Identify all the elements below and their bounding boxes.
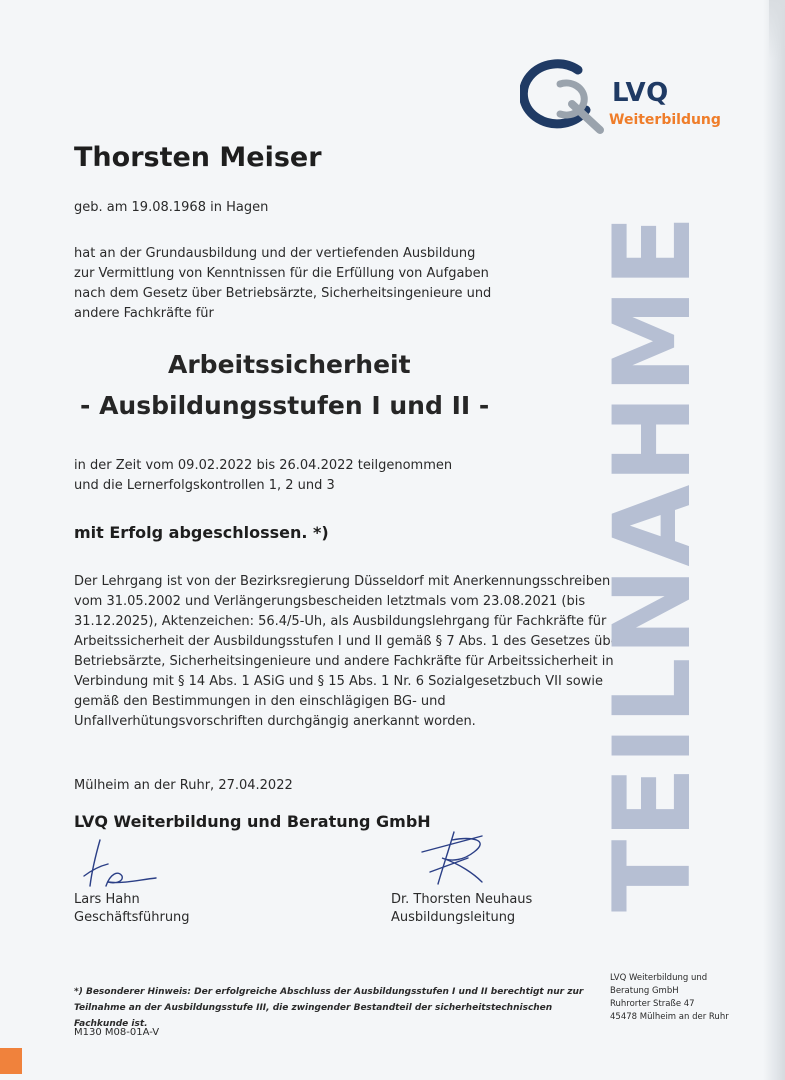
signer-name-right: Dr. Thorsten Neuhaus [391, 892, 533, 907]
lvq-logo [520, 56, 721, 136]
footnote-line: Teilnahme an der Ausbildungsstufe III, die zwingender Bestandteil der sicherheitstechnischen Fachkunde ist. [74, 1003, 553, 1029]
footnote [74, 984, 594, 1032]
address-line: 45478 Mülheim an der Ruhr [610, 1012, 729, 1022]
page-edge [763, 0, 785, 1080]
address-line: Beratung GmbH [610, 986, 679, 996]
body-line: Unfallverhütungsvorschriften durchgängig anerkannt worden. [74, 714, 476, 729]
signer-role-left: Geschäftsführung [74, 910, 190, 925]
signer-role-right: Ausbildungsleitung [391, 910, 516, 925]
intro-line: andere Fachkräfte für [74, 306, 214, 321]
body-line: Verbindung mit § 14 Abs. 1 ASiG und § 15 Abs. 1 Nr. 6 Sozialgesetzbuch VII sowie [74, 674, 603, 689]
body-line: Der Lehrgang ist von der Bezirksregierung Düsseldorf mit Anerkennungsschreiben [74, 574, 611, 589]
company-address [610, 972, 729, 1024]
place-date: Mülheim an der Ruhr, 27.04.2022 [74, 778, 293, 793]
logo-brand: LVQ [612, 78, 669, 108]
birth-info: geb. am 19.08.1968 in Hagen [74, 200, 269, 215]
signature-hahn [78, 836, 168, 896]
body-line: gemäß den Bestimmungen in den einschlägigen BG- und [74, 694, 446, 709]
address-line: Ruhrorter Straße 47 [610, 999, 695, 1009]
recipient-name: Thorsten Meiser [74, 142, 322, 173]
logo-ring-icon [520, 56, 610, 136]
body-line: 31.12.2025), Aktenzeichen: 56.4/5-Uh, als Ausbildungslehrgang für Fachkräfte für [74, 614, 607, 629]
address-line: LVQ Weiterbildung und [610, 973, 708, 983]
issuing-company: LVQ Weiterbildung und Beratung GmbH [74, 812, 431, 831]
success-statement: mit Erfolg abgeschlossen. *) [74, 523, 329, 542]
intro-line: hat an der Grundausbildung und der vertiefenden Ausbildung [74, 246, 476, 261]
signature-neuhaus [412, 818, 502, 894]
form-code: M130 M08-01A-V [74, 1027, 160, 1038]
period-line: in der Zeit vom 09.02.2022 bis 26.04.2022 teilgenommen [74, 458, 453, 473]
corner-color-mark [0, 1048, 22, 1074]
body-line: Arbeitssicherheit der Ausbildungsstufen I und II gemäß § 7 Abs. 1 des Gesetzes über [74, 634, 624, 649]
intro-line: nach dem Gesetz über Betriebsärzte, Sicherheitsingenieure und [74, 286, 492, 301]
intro-line: zur Vermittlung von Kenntnissen für die Erfüllung von Aufgaben [74, 266, 489, 281]
course-title: Arbeitssicherheit [168, 350, 411, 379]
period-line: und die Lernerfolgskontrollen 1, 2 und 3 [74, 478, 335, 493]
signer-name-left: Lars Hahn [74, 892, 140, 907]
body-line: Betriebsärzte, Sicherheitsingenieure und andere Fachkräfte für Arbeitssicherheit in [74, 654, 614, 669]
logo-subtitle: Weiterbildung [609, 112, 721, 128]
body-line: vom 31.05.2002 und Verlängerungsbescheiden letztmals vom 23.08.2021 (bis [74, 594, 586, 609]
course-subtitle: - Ausbildungsstufen I und II - [80, 391, 490, 420]
scan-mark [769, 0, 785, 60]
participation-watermark: TEILNAHME [591, 213, 714, 912]
footnote-line: *) Besonderer Hinweis: Der erfolgreiche Abschluss der Ausbildungsstufen I und II berechtigt nur zur [74, 987, 584, 997]
